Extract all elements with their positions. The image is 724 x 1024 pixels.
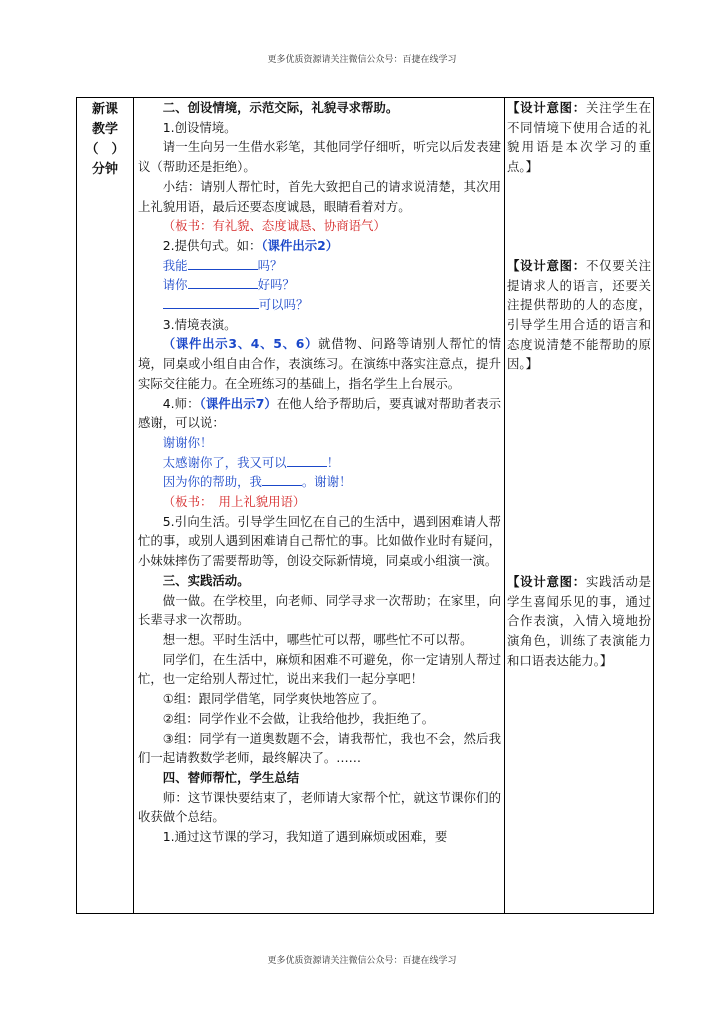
table-row	[77, 98, 654, 914]
teacher-summary-prompt: 师：这节课快要结束了，老师请大家帮个忙，就这节课你们的收获做个总结。	[138, 789, 501, 825]
step1: 1.创设情境。	[162, 119, 237, 135]
board-note-2: （板书： 用上礼貌用语）	[162, 494, 306, 510]
step3: 3.情境表演。	[162, 316, 237, 332]
design-intent-3: 【设计意图：实践活动是学生喜闻乐见的事，通过合作表演，入情入境地扮演角色，训练了表演能力和口语表达能力。】	[507, 574, 652, 668]
courseware-ref-2: （课件出示2）	[261, 237, 339, 253]
share-prompt: 同学们，在生活中，麻烦和困难不可避免，你一定请别人帮过忙，也一定给别人帮过忙，说出来我们一起分享吧！	[138, 651, 501, 687]
col1-line1: 新课	[91, 102, 118, 117]
group-2: ②组：同学作业不会做，让我给他抄，我拒绝了。	[162, 710, 435, 726]
pattern-2: 请你 好吗？	[162, 277, 295, 293]
footer-note: 更多优质资源请关注微信公众号：百捷在线学习	[267, 956, 457, 966]
lesson-plan-table	[76, 97, 654, 914]
thanks-2: 太感谢你了，我又可以 ！	[162, 454, 340, 470]
step3-text: （课件出示3、4、5、6）就借物、问路等请别人帮忙的情境，同桌或小组自由合作，表演练习。在演练中落实注意点，提升实际交往能力。在全班练习的基础上，指名学生上台展示。	[138, 336, 501, 391]
pattern-1: 我能 吗？	[162, 257, 283, 273]
design-intent-2: 【设计意图：不仅要关注提请求人的语言，还要关 注提供帮助的人的态度，引导学生用合适的语言和态度说清楚不能帮助的原因。】	[507, 257, 652, 372]
summary-item-1: 1.通过这节课的学习，我知道了遇到麻烦或困难，要	[162, 829, 448, 845]
thanks-1: 谢谢你！	[162, 434, 213, 450]
header-note: 更多优质资源请关注微信公众号：百捷在线学习	[267, 55, 457, 65]
step2: 2.提供句式。如：（课件出示2）	[162, 237, 339, 253]
design-intent-column	[505, 98, 654, 914]
col1-line3: （ ）	[85, 142, 125, 157]
content-column	[134, 98, 505, 914]
col1-line2: 教学	[91, 122, 118, 137]
pattern-3: 可以吗？	[138, 295, 501, 315]
col1-line4: 分钟	[91, 162, 118, 177]
think-it: 想一想。平时生活中，哪些忙可以帮，哪些忙不可以帮。	[162, 631, 473, 647]
section4-title: 四、替师帮忙，学生总结	[162, 769, 300, 785]
do-it: 做一做。在学校里，向老师、同学寻求一次帮助；在家里，向长辈寻求一次帮助。	[138, 592, 501, 628]
design-intent-1: 【设计意图：关注学生在不同情境下使用合适的礼貌用语是本次学习的重点。】	[507, 100, 652, 175]
time-column	[77, 98, 134, 914]
step4: 4.师：（课件出示7）在他人给予帮助后，要真诚对帮助者表示感谢，可以说：	[138, 395, 502, 431]
group-3: ③组：同学有一道奥数题不会，请我帮忙，我也不会，然后我们一起请教数学老师，最终解决了。……	[138, 730, 501, 766]
group-1: ①组：跟同学借笔，同学爽快地答应了。	[162, 691, 385, 707]
courseware-ref-3: （课件出示3、4、5、6）	[162, 336, 319, 352]
step1-text: 请一生向另一生借水彩笔，其他同学仔细听，听完以后发表建议（帮助还是拒绝）。	[138, 139, 501, 175]
courseware-ref-7: （课件出示7）	[199, 395, 277, 411]
summary: 小结：请别人帮忙时，首先大致把自己的请求说清楚，其次用上礼貌用语，最后还要态度诚恳，眼睛看着对方。	[138, 178, 501, 214]
section3-title: 三、实践活动。	[162, 572, 250, 588]
board-note-1: （板书：有礼貌、态度诚恳、协商语气）	[162, 218, 386, 234]
section2-title: 二、创设情境，示范交际，礼貌寻求帮助。	[162, 100, 399, 115]
thanks-3: 因为你的帮助，我 。谢谢！	[162, 474, 352, 490]
step5: 5.引向生活。引导学生回忆在自己的生活中，遇到困难请人帮忙的事，或别人遇到困难请自己帮忙的事。比如做作业时有疑问，小妹妹摔伤了需要帮助等，创设交际新情境，同桌或小组演一演。	[138, 513, 501, 569]
